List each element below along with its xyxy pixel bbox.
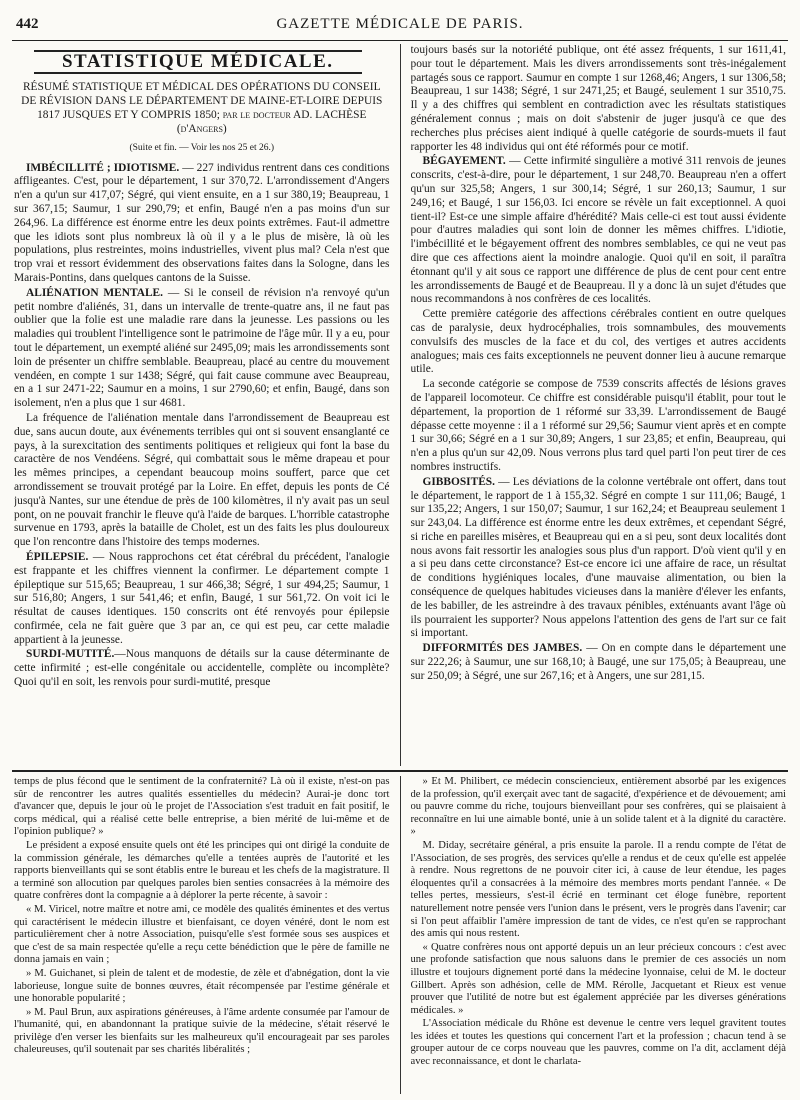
paragraph: ALIÉNATION MENTALE. — Si le conseil de révision n'a renvoyé qu'un petit nombre d'aliénés, 31, dans un intervalle de trente-quatre ans, il ne faut pas oublier que la folie est une maladie rare dans la jeunesse. Les passions ou les maladies qui troublent l'intelligence sont le patrimoine de l'âge mûr. Il y a eu, pour tout le département, un exempté aliéné sur 2495,09; mais les arrondissements sont loin de présenter un chiffre semblable. Beaupreau, placé au centre du mouvement vendéen, en compte 1 sur 1438; Ségré, qui fait cause commune avec Beaupreau, en a 1 sur 2471-22; Saumur en a moins, 1 sur 2790,60; et enfin, Baugé, dans son isolement, n'en a plus que 1 sur 4681.: [14, 286, 390, 410]
paragraph: M. Diday, secrétaire général, a pris ensuite la parole. Il a rendu compte de l'état de l'Association, de ses progrès, des services qu'elle a rendus et de ceux qu'elle est appelée à rendre. Nous regrettons de ne pouvoir citer ici, à cause de leur étendue, les pages éloquentes qu'il a consacrées à la mémoire des membres morts pendant l'année. « De telles pertes, messieurs, s'est-il écrié en terminant cet éloge funèbre, reportent naturellement notre pensée vers l'union dans le présent, vers le progrès dans l'avenir; car si l'on peut affaiblir l'amère impression de tant de vides, ce n'est qu'en se rapprochant des amis qui nous restent.: [410, 839, 786, 940]
paragraph-lead: SURDI-MUTITÉ.: [26, 648, 115, 661]
section-divider: [12, 770, 788, 772]
paragraph-lead: ALIÉNATION MENTALE.: [26, 286, 163, 299]
paragraph-lead: ÉPILEPSIE.: [26, 550, 89, 563]
continuation-note: (Suite et fin. — Voir les nos 25 et 26.): [129, 142, 274, 153]
paragraph: toujours basés sur la notoriété publique, ont été assez fréquents, 1 sur 1611,41, pour tout le département. Mais les divers arrondissements sont très-inégalement partagés sous ce rapport. Saumur en compte 1 sur 1268,46; Angers, 1 sur 1306,58; Beaupreau, 1 sur 1438; Ségré, 1 sur 2471,25; et Baugé, seulement 1 sur 3510,75. Il y a des chiffres qui semblent en contradiction avec les résultats statistiques généralement connus ; mais on doit s'abstenir de juger jusqu'à ce que des recherches plus précises aient indiqué à quelle catégorie de sourds-muets il faut rapporter les 48 individus qui ont été réformés pour ce motif.: [410, 44, 786, 153]
article-column-left: [14, 44, 390, 766]
paragraph: La fréquence de l'aliénation mentale dans l'arrondissement de Beaupreau est due, sans aucun doute, aux événements terribles qui ont si souvent ensanglanté ce pays, à la surexcitation des sentiments politiques et religieux qui font la base du caractère de nos Vendéens. Ségré, qui combattait sous le même drapeau et pour les mêmes principes, a cependant beaucoup moins souffert, parce que cet arrondissement se trouvait protégé par la Loire. En effet, depuis les ponts de Cé jusqu'à Nantes, sur une étendue de près de 100 kilomètres, il n'y avait pas un seul pont, on ne pouvait franchir le fleuve qu'à l'aide de barques. L'horrible catastrophe survenue en 1793, après la bataille de Cholet, est un des faits les plus douloureux que l'on rencontre dans l'histoire des temps modernes.: [14, 411, 390, 549]
column-divider: [400, 776, 401, 1094]
paragraph: « M. Viricel, notre maître et notre ami, ce modèle des qualités éminentes et des vertus qui caractérisent le médecin illustre et bienfaisant, ce doyen vénéré, dont le nom est particulièrement cher à notre Association, puisqu'elle s'est formée sous ses auspices et que c'est de sa main respectée qu'elle a reçu cette bénédiction que le père de famille ne donna jamais en vain ;: [14, 903, 390, 966]
journal-title: GAZETTE MÉDICALE DE PARIS.: [276, 16, 524, 32]
paragraph: DIFFORMITÉS DES JAMBES. — On en compte dans le département une sur 222,26; à Saumur, une sur 168,10; à Baugé, une sur 175,05; à Beaupreau, une sur 250,09; à Ségré, une sur 267,16; et à Angers, une sur 281,15.: [410, 642, 786, 682]
article-column-right: [411, 44, 787, 766]
paragraph-lead: BÉGAYEMENT.: [422, 155, 506, 168]
article-columns: [14, 44, 786, 766]
section-title: STATISTIQUE MÉDICALE.: [34, 50, 362, 74]
paragraph: ÉPILEPSIE. — Nous rapprochons cet état cérébral du précédent, l'analogie est frappante et les chiffres viennent la confirmer. Le département compte 1 épileptique sur 515,65; Beaupreau, 1 sur 466,38; Ségré, 1 sur 494,25; Saumur, 1 sur 516,80; Angers, 1 sur 541,46; et enfin, Baugé, 1 sur 561,72. On voit ici le résultat de causes identiques. 150 conscrits ont été renvoyés pour épilepsie confirmée, cela ne fait guère que 3 par an, ce qui est peu, car cette maladie appartient à la jeunesse.: [14, 550, 390, 646]
paragraph: temps de plus fécond que le sentiment de la confraternité? Là où il existe, n'est-on pas sûr de rencontrer les autres qualités essentielles du médecin? Aurai-je donc tort d'avancer que, depuis le jour où le projet de l'Association s'est traduit en fait positif, le corps médical, qui a réalisé cette belle entreprise, a bien mérité de lui-même et de l'opinion publique? »: [14, 776, 390, 838]
feuilleton-column-right: [411, 776, 787, 1094]
paragraph-lead: GIBBOSITÉS.: [422, 475, 495, 488]
paragraph: Le président a exposé ensuite quels ont été les principes qui ont dirigé la conduite de la commission générale, les démarches qu'elle a tentées auprès de l'autorité et les rapports bienveillants qui se sont établis entre le bureau et les chefs de la magistrature. Il a terminé son allocution par quelques paroles bien senties consacrées à la mémoire des quatre confrères dont la compagnie a à déplorer la perte récente, à savoir :: [14, 839, 390, 902]
paragraph: IMBÉCILLITÉ ; IDIOTISME. — 227 individus rentrent dans ces conditions affligeantes. C'est, pour le département, 1 sur 370,72. L'arrondissement d'Angers n'en a qu'un sur 417,07; Ségré, qui vient ensuite, en a 1 sur 380,19; Beaupreau, 1 sur 367,15; Saumur, 1 sur 290,79; et enfin, Baugé n'en a pas moins d'un sur 264,96. La différence est énorme entre les deux points extrêmes. Faut-il admettre que les idiots sont plus nombreux là où il y a le plus de misère, là où les populations, plus restreintes, moins industrielles, vivent plus mal? Cela n'est que trop vrai et ressort évidemment des observations faites dans la Sologne, dans les Marais-Pontins, dans quelques cantons de la Suisse.: [14, 161, 390, 284]
page-header: [12, 14, 788, 41]
paragraph: BÉGAYEMENT. — Cette infirmité singulière a motivé 311 renvois de jeunes conscrits, c'est-à-dire, pour le département, 1 sur 248,70. Beaupreau n'en a offert qu'un sur 325,58; Angers, 1 sur 300,14; Ségré, 1 sur 260,13; Saumur, 1 sur 249,16; et Baugé, 1 sur 156,03. Ici encore se révèle un fait exceptionnel. A quoi tient-il? Est-ce une simple affaire d'hérédité? Mais celle-ci est tout aussi évidente pour d'autres maladies qui sont loin de donner les mêmes chiffres. L'idiotie, l'imbécillité et le bégayement offrent des nombres semblables, ce qui ne veut pas dire que ces affections aient la moindre analogie. Quoi qu'il en soit, il paraîtra étonnant qu'il y ait sous ce rapport une différence de plus de cent pour cent entre les arrondissements de Baugé et de Beaupreau. Il y a donc là un sujet d'études que nous recommandons à nos confrères de ces localités.: [410, 155, 786, 306]
paragraph: La seconde catégorie se compose de 7539 conscrits affectés de lésions graves de l'appareil locomoteur. Ce chiffre est considérable puisqu'il établit, pour tout le département, la proportion de 1 réformé sur 33,39. L'arrondissement de Baugé dépasse cette moyenne : il a 1 réformé sur 29,56; Saumur vient après et en compte 1 sur 30,66; Ségré en a 1 sur 30,89; Angers, 1 sur 23,85; et enfin, Beaupreau, qui n'en a plus qu'un sur 42,09. Nous verrons plus tard quel parti l'on peut tirer de ces nombres instructifs.: [410, 378, 786, 473]
paragraph: SURDI-MUTITÉ.—Nous manquons de détails sur la cause déterminante de cette infirmité ; est-elle congénitale ou accidentelle, complète ou incomplète? Quoi qu'il en soit, les renvois pour surdi-mutité, presque: [14, 648, 390, 689]
article-subtitle: RÉSUMÉ STATISTIQUE ET MÉDICAL DES OPÉRATIONS DU CONSEIL DE RÉVISION DANS LE DÉPARTEMENT DE MAINE-ET-LOIRE DEPUIS 1817 JUSQUES ET Y COMPRIS 1850; par le docteur AD. LACHÈSE (d'Angers): [21, 80, 383, 135]
feuilleton-columns: [14, 776, 786, 1094]
paragraph: Cette première catégorie des affections cérébrales contient en outre quelques cas de paralysie, deux hydrocéphalies, trois somnambules, des mouvements convulsifs des muscles de la face et du col, des vertiges et autres accidents analogues; mais ces faits exceptionnels ne peuvent donner lieu à aucune remarque utile.: [410, 308, 786, 376]
paragraph: GIBBOSITÉS. — Les déviations de la colonne vertébrale ont offert, dans tout le département, le rapport de 1 à 155,32. Ségré en compte 1 sur 111,06; Baugé, 1 sur 135,22; Angers, 1 sur 150,07; Saumur, 1 sur 162,24; et Beaupreau seulement 1 sur 243,04. La différence est énorme entre les deux extrêmes, et cependant Ségré, si riche en pareilles misères, et Beaupreau qui en a si peu, sont deux localités dont nous avons fait ressortir les analogies sous plus d'un rapport. D'où vient qu'il y en a si peu dans cette circonstance? Est-ce encore ici une affaire de race, un résultat de conditions hygiéniques locales, d'une mauvaise alimentation, ou bien la conséquence de quelques habitudes vicieuses dans la manière d'élever les enfants, de les babiller, de les astreindre à des travaux pénibles, exténuants avant l'âge où ils pourraient les supporter? Nous appelons l'attention des gens de l'art sur ce fait si important.: [410, 475, 786, 640]
column-divider: [400, 44, 401, 766]
paragraph: » Et M. Philibert, ce médecin consciencieux, entièrement absorbé par les exigences de la profession, qu'il exerçait avec tant de sagacité, d'expérience et de dévouement; ami ou pauvre comme du riche, toujours bienveillant pour ses confrères, qui se plaisaient à reconnaître en lui une aimable bonté, unie à un solide talent et à la dignité du caractère. »: [410, 776, 786, 838]
paragraph: » M. Paul Brun, aux aspirations généreuses, à l'âme ardente consumée par l'amour de l'humanité, qui, en abandonnant la pratique suivie de la médecine, s'était réservé le privilège d'en verser les bienfaits sur les malheureux qu'il encourageait par ses paroles chaleureuses, qu'il soutenait par ses charités libéralités ;: [14, 1006, 390, 1056]
paragraph-lead: DIFFORMITÉS DES JAMBES.: [422, 642, 583, 655]
paragraph: » M. Guichanet, si plein de talent et de modestie, de zèle et d'abnégation, dont la vie laborieuse, longue suite de bonnes œuvres, était récompensée par l'estime générale et une honorable popularité ;: [14, 967, 390, 1005]
paragraph: L'Association médicale du Rhône est devenue le centre vers lequel gravitent toutes les idées et toutes les questions qui concernent l'art et la profession ; chacun tend à se grouper autour de ce corps nouveau que les pauvres, comme on l'a dit, acclament déjà avec reconnaissance, et dont le charlata-: [410, 1018, 786, 1068]
feuilleton-column-left: [14, 776, 390, 1094]
page-number: 442: [16, 16, 39, 32]
paragraph: « Quatre confrères nous ont apporté depuis un an leur précieux concours : c'est avec une profonde satisfaction que nous saluons dans le premier de ces associés un nom illustre et toujours dignement porté dans la médecine lyonnaise, celui de M. le docteur Gillbert. Après son adhésion, celle de MM. Rérolle, Jacquetant et Rieux est venue prouver que l'utilité de notre but est également appréciée par les diverses générations médicales. »: [410, 941, 786, 1016]
paragraph-lead: IMBÉCILLITÉ ; IDIOTISME.: [26, 161, 180, 174]
